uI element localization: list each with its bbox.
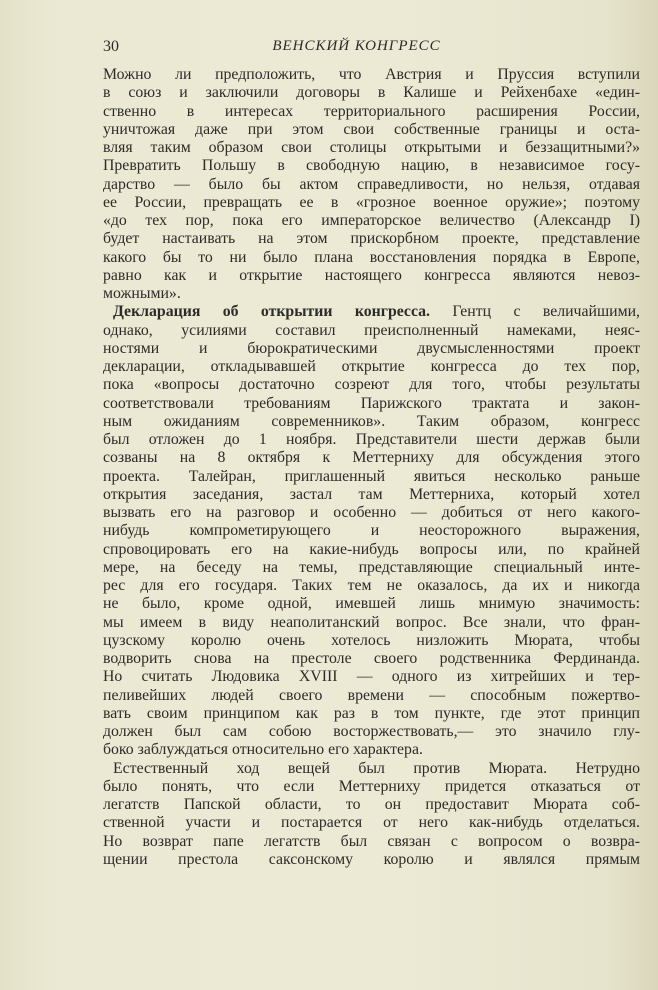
text-line: «до тех пор, пока его императорское величество (Александр I) [103, 212, 640, 229]
text-line: открытия заседания, застал там Меттерниха, который хотел [103, 485, 640, 503]
text-line: мы имеем в виду неаполитанский вопрос. Все знали, что фран- [103, 613, 640, 631]
text-line: мере, на беседу на темы, представляющие специальный инте- [103, 558, 640, 576]
text-line: в союз и заключили договоры в Калише и Рейхенбахе «един- [103, 84, 640, 102]
text-line: щении престола саксонскому королю и являлся прямым [103, 850, 640, 868]
text-line: водворить снова на престоле своего родственника Фердинанда. [103, 650, 640, 667]
text-line: должен был сам собою восторжествовать,— это значило глу- [103, 723, 640, 740]
text-line: Но считать Людовика XVIII — одного из хитрейших и тер- [103, 668, 640, 686]
text-line: цузскому королю очень хотелось низложить Мюрата, чтобы [103, 631, 640, 649]
paragraph [103, 760, 640, 870]
text-line: боко заблуждаться относительно его характера. [103, 741, 423, 759]
text-line: однако, усилиями составил преисполненный намеками, неяс- [103, 321, 640, 339]
text-line: было понять, что если Меттерниху придется отказаться от [103, 777, 640, 795]
text-line: дарство — было бы актом справедливости, но нельзя, отдавая [103, 175, 640, 193]
text-line: ственно в интересах территориального расширения России, [103, 102, 640, 120]
text-line: уничтожая даже при этом свои собственные границы и оста- [103, 120, 640, 138]
text-line: проекта. Талейран, приглашенный явиться несколько раньше [103, 467, 640, 485]
text-line: можными». [103, 285, 181, 302]
page-number: 30 [103, 38, 119, 55]
text-line: Превратить Польшу в свободную нацию, в независимое госу- [103, 157, 640, 175]
text-line: пока «вопросы достаточно созреют для того, чтобы результаты [103, 376, 640, 394]
text-span: Гентц с величайшими, [430, 303, 640, 321]
text-line: ностями и бюрократическими двусмысленностями проект [103, 339, 640, 357]
text-line: нибудь компрометирующего и неосторожного выражения, [103, 522, 640, 540]
text-line: декларации, откладывавшей открытие конгресса до тех пор, [103, 358, 640, 375]
text-line: легатств Папской области, то он предоставит Мюрата соб- [103, 796, 640, 813]
text-line [103, 303, 640, 321]
page-body [103, 66, 640, 869]
text-line: вызвать его на разговор и особенно — добиться от него какого- [103, 504, 640, 521]
text-line: спровоцировать его на какие-нибудь вопросы или, по крайней [103, 540, 640, 558]
text-line: Естественный ход вещей был против Мюрата. Нетрудно [113, 759, 640, 777]
text-line: был отложен до 1 ноября. Представители шести держав были [103, 431, 640, 448]
section-heading: Декларация об открытии конгресса. [113, 303, 430, 321]
text-line: вляя таким образом свои столицы открытыми и беззащитными?» [103, 139, 640, 156]
text-line: вать своим принципом как раз в том пункте, где этот принцип [103, 704, 640, 722]
text-line: Можно ли предположить, что Австрия и Пруссия вступили [103, 66, 640, 83]
text-line: созваны на 8 октября к Меттерниху для обсуждения этого [103, 449, 640, 467]
text-line: какого бы то ни было плана восстановления порядка в Европе, [103, 248, 640, 266]
text-line: будет настаивать на этом прискорбном проекте, представление [103, 230, 640, 248]
text-line: равно как и открытие настоящего конгресса являются невоз- [103, 266, 640, 284]
text-line: пеливейших людей своего времени — способным пожертво- [103, 686, 640, 704]
text-line: Но возврат папе легатств был связан с вопросом о возвра- [103, 832, 640, 850]
text-line: ее России, превращать ее в «грозное военное оружие»; поэтому [103, 193, 640, 211]
paragraph [103, 303, 640, 759]
running-title: ВЕНСКИЙ КОНГРЕСС [272, 38, 441, 54]
text-line: соответствовали требованиям Парижского трактата и закон- [103, 394, 640, 412]
text-line: не было, кроме одной, имевшей лишь мнимую значимость: [103, 595, 640, 613]
text-line: ственной участи и постарается от него как-нибудь отделаться. [103, 814, 640, 832]
text-line: рес для его государя. Таких тем не оказалось, да их и никогда [103, 577, 640, 594]
page-header [103, 38, 640, 60]
paragraph [103, 66, 640, 303]
text-line: ным ожиданиям современников». Таким образом, конгресс [103, 412, 640, 430]
